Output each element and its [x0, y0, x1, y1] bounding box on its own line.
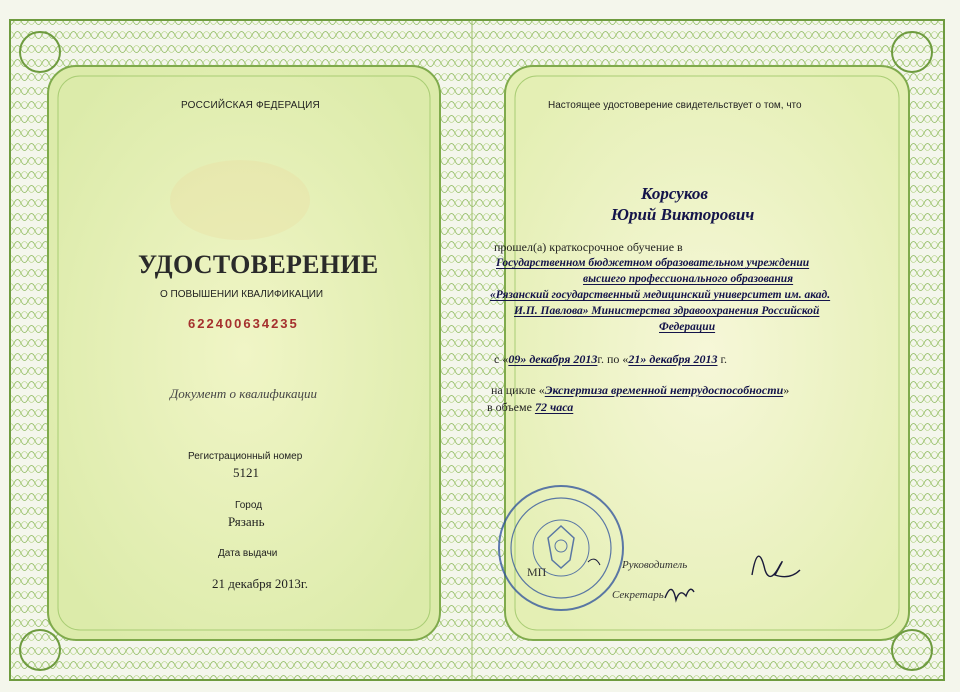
issue-date-label: Дата выдачи	[218, 548, 278, 559]
registration-number-label: Регистрационный номер	[188, 451, 303, 462]
city-value: Рязань	[228, 514, 265, 529]
training-cycle	[491, 383, 789, 398]
document-type: Документ о квалификации	[170, 386, 317, 401]
volume-value: 72 часа	[534, 400, 574, 414]
to-suffix: г.	[717, 352, 728, 366]
serial-number: 622400634235	[188, 316, 299, 331]
institution-line-2: высшего профессионального образования	[583, 273, 794, 285]
secretary-label: Секретарь	[612, 589, 664, 601]
certificate-subtitle: О ПОВЫШЕНИИ КВАЛИФИКАЦИИ	[160, 289, 324, 300]
issue-date-value: 21 декабря 2013г.	[212, 576, 308, 591]
institution-line-3: «Рязанский государственный медицинский университет им. акад.	[490, 289, 831, 301]
registration-number-value: 5121	[233, 465, 259, 480]
to-day: 21	[628, 352, 641, 366]
from-day: 09	[508, 352, 521, 366]
cycle-name: Экспертиза временной нетрудоспособности	[544, 383, 784, 397]
stamp-mark: МП	[527, 565, 547, 579]
training-period	[494, 352, 727, 367]
head-label: Руководитель	[622, 559, 688, 571]
from-suffix: г. по «	[597, 352, 629, 366]
training-volume	[487, 400, 573, 415]
institution-line-1: Государственном бюджетном образовательном учреждении	[496, 257, 810, 269]
cycle-suffix: »	[783, 383, 790, 397]
holder-name: Юрий Викторович	[611, 205, 755, 224]
volume-prefix: в объеме	[487, 400, 535, 414]
institution-line-4: И.П. Павлова» Министерства здравоохранения Российской	[514, 305, 820, 317]
from-prefix: с «	[494, 352, 509, 366]
from-month: » декабря 2013	[520, 352, 598, 366]
certificate-title: УДОСТОВЕРЕНИЕ	[138, 250, 379, 279]
city-label: Город	[235, 500, 263, 511]
certification-intro: Настоящее удостоверение свидетельствует о том, что	[548, 100, 802, 111]
country-label: РОССИЙСКАЯ ФЕДЕРАЦИЯ	[181, 100, 320, 111]
cycle-prefix: на цикле «	[491, 383, 545, 397]
to-month: » декабря 2013	[640, 352, 718, 366]
training-passed-text: прошел(а) краткосрочное обучение в	[494, 240, 683, 254]
institution-line-5: Федерации	[659, 321, 716, 333]
holder-surname: Корсуков	[641, 184, 708, 203]
